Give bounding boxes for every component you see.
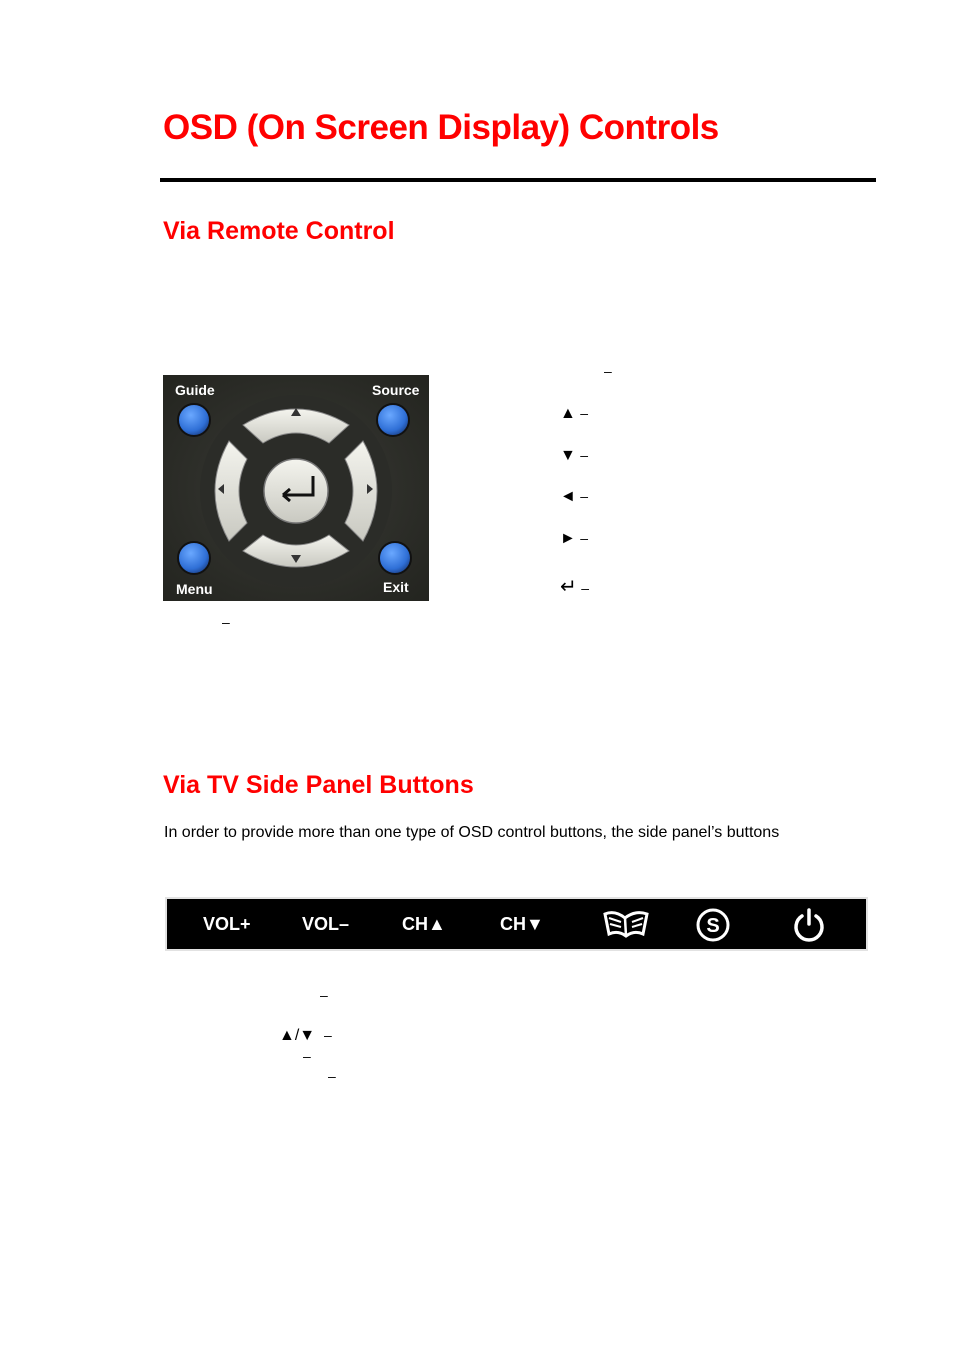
key-dash: – bbox=[581, 580, 590, 596]
panel-line-dash: – bbox=[328, 1068, 336, 1084]
power-icon bbox=[791, 906, 827, 942]
panel-intro: In order to provide more than one type of OSD control buttons, the side panel’s buttons bbox=[164, 824, 780, 841]
key-list-item bbox=[560, 488, 588, 506]
panel-line bbox=[328, 1068, 336, 1086]
key-list-item bbox=[560, 405, 588, 423]
ch-down-label: CH▼ bbox=[500, 914, 544, 934]
panel-line-dash: – bbox=[324, 1027, 332, 1043]
ch-up-down-arrows-icon: ▲/▼ bbox=[279, 1027, 316, 1044]
remote-control-image bbox=[163, 375, 429, 601]
key-list-item bbox=[560, 447, 588, 465]
guide-button bbox=[178, 404, 210, 436]
ch-up-label: CH▲ bbox=[402, 914, 446, 934]
key-dash: – bbox=[580, 488, 589, 504]
key-list-item bbox=[560, 530, 588, 548]
panel-line bbox=[320, 987, 328, 1005]
menu-button bbox=[178, 542, 210, 574]
exit-label: Exit bbox=[383, 579, 409, 595]
panel-line bbox=[279, 1027, 332, 1045]
book-icon bbox=[601, 908, 651, 940]
title-rule bbox=[160, 178, 876, 182]
key-list-item bbox=[560, 574, 589, 599]
left-arrow-icon: ◄ bbox=[560, 488, 576, 505]
panel-line-dash: – bbox=[320, 987, 328, 1003]
section-heading-panel: Via TV Side Panel Buttons bbox=[163, 771, 474, 799]
vol-down-label: VOL– bbox=[302, 914, 350, 934]
right-arrow-icon: ► bbox=[560, 530, 576, 547]
vol-up-label: VOL+ bbox=[203, 914, 251, 934]
key-dash: – bbox=[580, 530, 589, 546]
guide-label: Guide bbox=[175, 382, 215, 398]
menu-label: Menu bbox=[176, 581, 213, 597]
source-s-icon bbox=[695, 907, 731, 943]
remote-caption-dash: – bbox=[222, 614, 230, 630]
exit-button bbox=[379, 542, 411, 574]
key-dash: – bbox=[580, 405, 589, 421]
remote-dpad-graphic bbox=[163, 375, 429, 601]
enter-icon: ↵ bbox=[560, 576, 577, 598]
side-panel-image bbox=[165, 897, 868, 951]
source-button bbox=[377, 404, 409, 436]
source-label: Source bbox=[372, 382, 420, 398]
page-title: OSD (On Screen Display) Controls bbox=[163, 108, 719, 147]
down-arrow-icon: ▼ bbox=[560, 447, 576, 464]
panel-line bbox=[303, 1048, 311, 1066]
up-arrow-icon: ▲ bbox=[560, 405, 576, 422]
key-list-item bbox=[604, 363, 612, 381]
key-dash: – bbox=[580, 447, 589, 463]
svg-text:S: S bbox=[706, 915, 720, 937]
panel-line-dash: – bbox=[303, 1048, 311, 1064]
dpad-enter bbox=[264, 459, 328, 523]
section-heading-remote: Via Remote Control bbox=[163, 217, 395, 245]
key-dash: – bbox=[604, 363, 612, 379]
